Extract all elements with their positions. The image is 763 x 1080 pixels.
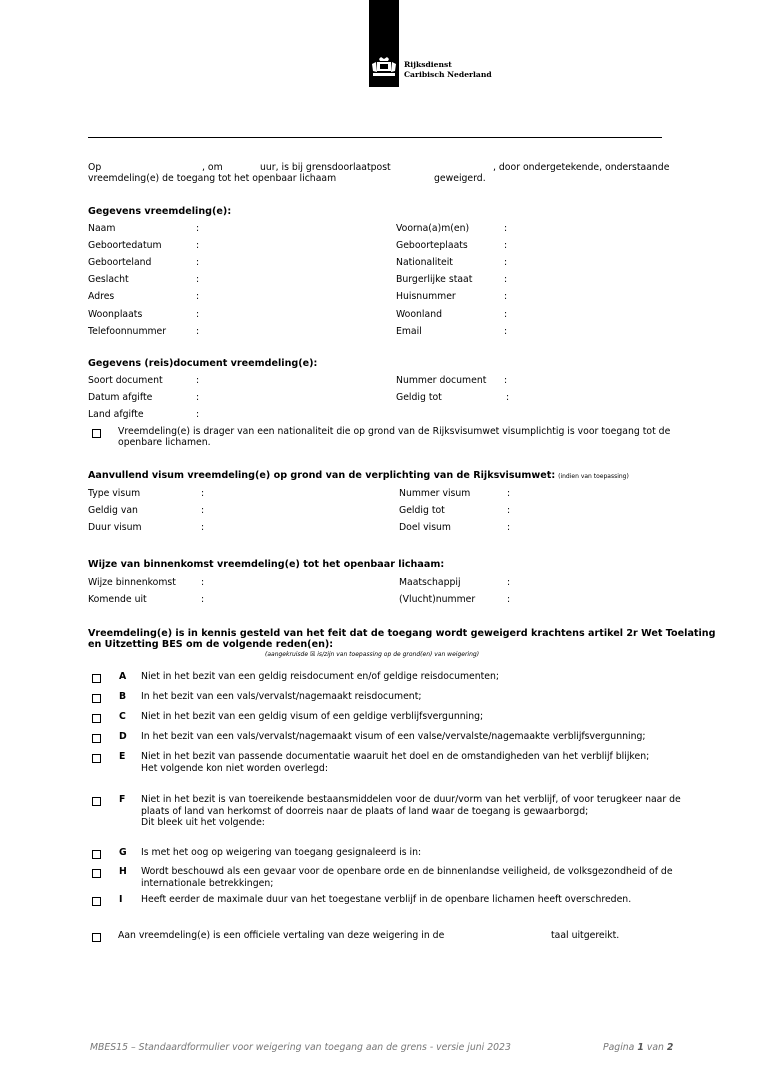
field-colon: : — [507, 594, 511, 605]
field-label: Geldig tot — [396, 392, 442, 403]
reason-letter: C — [119, 711, 126, 722]
reason-text: Het volgende kon niet worden overlegd: — [141, 762, 328, 774]
field-label: Email — [396, 325, 422, 337]
field-colon: : — [196, 257, 200, 269]
reason-checkbox-a[interactable] — [92, 674, 101, 683]
footer-title: MBES15 – Standaardformulier voor weigering van toegang aan de grens - versie juni 2023 — [90, 1042, 511, 1053]
field-label: Woonland — [396, 308, 442, 320]
field-colon: : — [507, 522, 511, 533]
section-entry-title: Wijze van binnenkomst vreemdeling(e) tot het openbaar lichaam: — [88, 559, 445, 570]
footer-page-total: 2 — [666, 1042, 674, 1053]
footer-page-num: 1 — [637, 1042, 644, 1053]
field-colon: : — [504, 257, 508, 269]
field-label: Naam — [88, 223, 116, 234]
reason-text: Niet in het bezit is van toereikende bestaansmiddelen voor de duur/vorm van het verblijf, of voor terugkeer naar de — [141, 794, 681, 805]
field-colon: : — [506, 392, 510, 403]
field-label: (Vlucht)nummer — [399, 594, 476, 605]
field-colon: : — [201, 488, 205, 499]
crown-lion-seal-icon — [371, 56, 397, 80]
field-label: Geboorteplaats — [396, 240, 468, 252]
field-label: Adres — [88, 291, 115, 303]
reason-text: plaats of land van herkomst of doorreis naar de plaats of land waar de toegang is gewaarborgd; — [141, 805, 589, 817]
field-label: Datum afgifte — [88, 392, 153, 403]
field-colon: : — [201, 505, 205, 516]
field-label: Komende uit — [88, 594, 147, 605]
field-colon: : — [196, 223, 200, 234]
field-colon: : — [196, 409, 200, 420]
field-colon: : — [504, 274, 508, 286]
reason-letter: G — [119, 847, 127, 858]
intro-door: , door ondergetekende, onderstaande — [493, 162, 670, 173]
reason-checkbox-d[interactable] — [92, 734, 101, 743]
field-label: Soort document — [88, 375, 163, 386]
section-visa-note: (indien van toepassing) — [558, 473, 629, 480]
translation-before: Aan vreemdeling(e) is een officiele vertaling van deze weigering in de — [118, 930, 445, 941]
intro-op: Op — [88, 162, 102, 173]
reason-checkbox-h[interactable] — [92, 869, 101, 878]
reason-text: Heeft eerder de maximale duur van het toegestane verblijf in de openbare lichamen heeft overschreden. — [141, 894, 632, 905]
visa-required-text-1: Vreemdeling(e) is drager van een nationaliteit die op grond van de Rijksvisumwet visumplichtig is voor toegang tot de — [118, 426, 671, 437]
header-rule — [88, 137, 662, 138]
section-document-title: Gegevens (reis)document vreemdeling(e): — [88, 358, 318, 369]
field-label: Voorna(a)m(en) — [396, 223, 470, 234]
reason-letter: H — [119, 866, 127, 877]
field-label: Wijze binnenkomst — [88, 577, 176, 588]
section-visa-title: Aanvullend visum vreemdeling(e) op grond van de verplichting van de Rijksvisumwet: — [88, 470, 556, 481]
field-label: Nationaliteit — [396, 257, 453, 269]
field-colon: : — [196, 308, 200, 320]
section-reasons-title-2: en Uitzetting BES om de volgende reden(en): — [88, 639, 334, 650]
footer-page-word: Pagina — [603, 1042, 635, 1053]
reason-text: Dit bleek uit het volgende: — [141, 817, 265, 828]
field-label: Huisnummer — [396, 291, 456, 303]
reason-text: In het bezit van een vals/vervalst/nagemaakt reisdocument; — [141, 691, 422, 702]
section-person-title: Gegevens vreemdeling(e): — [88, 206, 232, 217]
field-colon: : — [201, 577, 205, 588]
field-label: Maatschappij — [399, 577, 461, 588]
field-label: Telefoonnummer — [88, 325, 167, 337]
reason-checkbox-i[interactable] — [92, 897, 101, 906]
field-colon: : — [196, 375, 200, 386]
field-colon: : — [504, 375, 508, 386]
reason-checkbox-e[interactable] — [92, 754, 101, 763]
field-colon: : — [507, 505, 511, 516]
field-colon: : — [504, 240, 508, 252]
intro-uur: uur, is bij grensdoorlaatpost — [260, 162, 391, 173]
intro-om: , om — [202, 162, 223, 173]
field-colon: : — [196, 392, 200, 403]
reason-letter: B — [119, 691, 127, 702]
reason-letter: D — [119, 731, 127, 742]
field-colon: : — [504, 223, 508, 234]
reason-checkbox-g[interactable] — [92, 850, 101, 859]
field-label: Geldig tot — [399, 505, 445, 516]
reason-letter: F — [119, 794, 126, 805]
reason-text: Wordt beschouwd als een gevaar voor de openbare orde en de binnenlandse veiligheid, de volksgezondheid of de — [141, 866, 673, 877]
field-colon: : — [196, 291, 200, 303]
reason-letter: E — [119, 751, 126, 762]
reason-letter: A — [119, 671, 127, 682]
field-label: Doel visum — [399, 522, 451, 533]
field-label: Duur visum — [88, 522, 142, 533]
field-colon: : — [196, 240, 200, 252]
field-colon: : — [196, 274, 200, 286]
reason-text: Is met het oog op weigering van toegang gesignaleerd is in: — [141, 847, 422, 858]
field-label: Burgerlijke staat — [396, 274, 473, 286]
reason-checkbox-b[interactable] — [92, 694, 101, 703]
field-colon: : — [507, 488, 511, 499]
field-label: Geboorteland — [88, 257, 152, 269]
reason-checkbox-f[interactable] — [92, 797, 101, 806]
reason-letter: I — [119, 894, 123, 905]
field-colon: : — [504, 308, 508, 320]
reason-text: In het bezit van een vals/vervalst/nagemaakt visum of een valse/vervalste/nagemaakte verblijfsvergunning; — [141, 731, 646, 742]
field-colon: : — [507, 577, 511, 588]
section-visa-heading — [88, 470, 629, 481]
translation-after: taal uitgereikt. — [551, 930, 620, 941]
footer-van: van — [646, 1042, 664, 1053]
field-label: Woonplaats — [88, 308, 143, 320]
field-colon: : — [504, 325, 508, 337]
field-label: Nummer visum — [399, 488, 471, 499]
logo-line-1: Rijksdienst — [404, 60, 452, 69]
field-label: Nummer document — [396, 375, 487, 386]
field-label: Land afgifte — [88, 409, 144, 420]
reason-text: Niet in het bezit van een geldig visum of een geldige verblijfsvergunning; — [141, 711, 484, 722]
visa-required-checkbox[interactable] — [92, 429, 101, 438]
footer-pagination — [603, 1042, 673, 1053]
section-reasons-note: (aangekruisde ☒ is/zijn van toepassing op de grond(en) van weigering) — [265, 651, 480, 658]
field-label: Type visum — [88, 488, 141, 499]
field-colon: : — [201, 594, 205, 605]
field-label: Geldig van — [88, 505, 138, 516]
section-reasons-title-1: Vreemdeling(e) is in kennis gesteld van het feit dat de toegang wordt geweigerd krachtens artikel 2r Wet Toelating — [88, 628, 716, 639]
reason-text: internationale betrekkingen; — [141, 877, 274, 889]
logo-text — [404, 60, 492, 80]
reason-checkbox-c[interactable] — [92, 714, 101, 723]
intro-line-2: vreemdeling(e) de toegang tot het openbaar lichaam — [88, 173, 337, 184]
reason-text: Niet in het bezit van een geldig reisdocument en/of geldige reisdocumenten; — [141, 671, 500, 682]
field-label: Geboortedatum — [88, 240, 162, 252]
field-colon: : — [201, 522, 205, 533]
field-colon: : — [196, 325, 200, 337]
field-label: Geslacht — [88, 274, 129, 286]
visa-required-text-2: openbare lichamen. — [118, 437, 211, 448]
translation-checkbox[interactable] — [92, 933, 101, 942]
logo-line-2: Caribisch Nederland — [404, 70, 492, 79]
intro-geweigerd: geweigerd. — [434, 173, 486, 184]
reason-text: Niet in het bezit van passende documentatie waaruit het doel en de omstandigheden van het verblijf blijken; — [141, 751, 650, 762]
field-colon: : — [504, 291, 508, 303]
